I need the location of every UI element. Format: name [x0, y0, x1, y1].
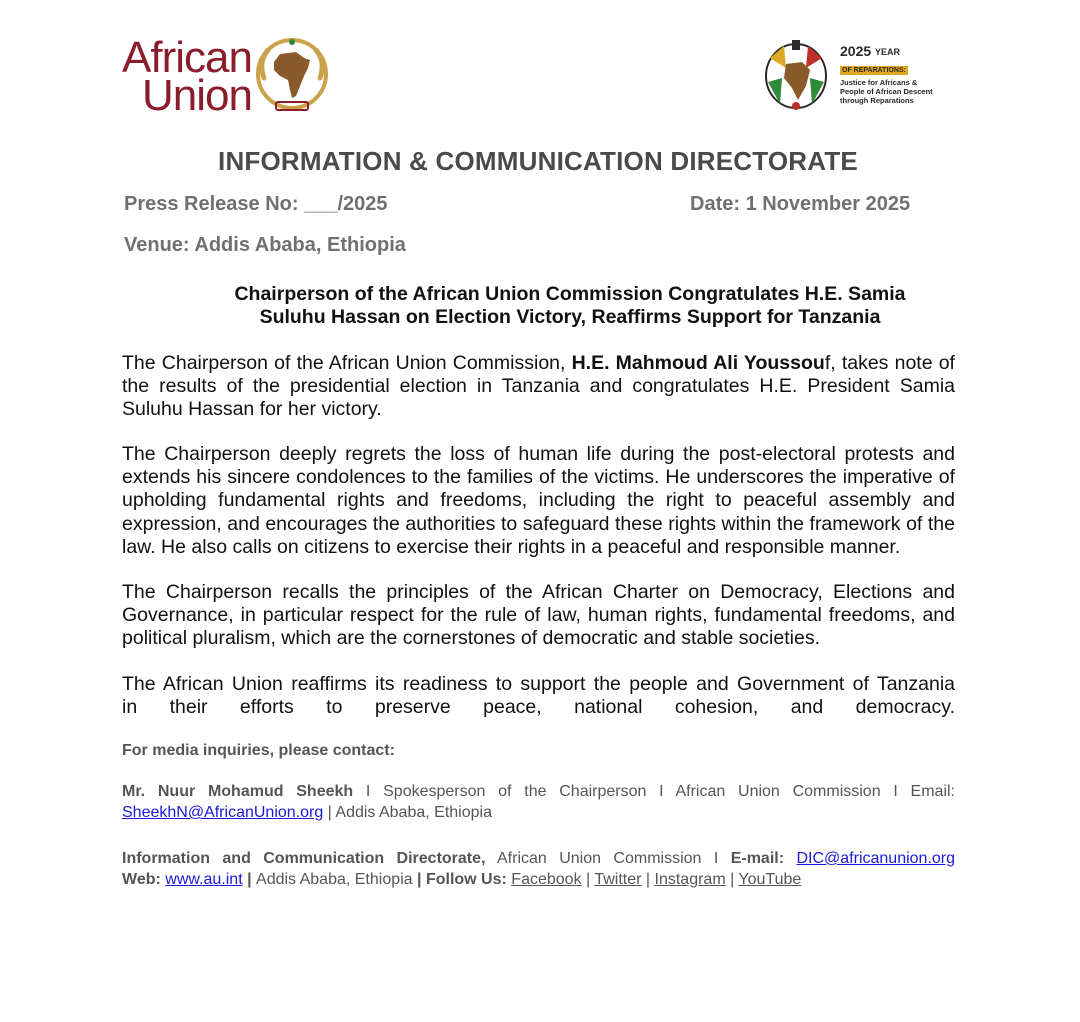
directorate-name: Information and Communication Directorate,: [122, 850, 486, 867]
separator: |: [412, 871, 426, 888]
email-label: E-mail:: [730, 850, 785, 867]
reparations-line-2: People of African Descent: [840, 87, 933, 96]
website-link[interactable]: www.au.int: [165, 871, 243, 888]
logo-word-union: Union: [142, 71, 252, 120]
directorate-location: Addis Ababa, Ethiopia: [256, 871, 413, 888]
youtube-link[interactable]: YouTube: [738, 871, 802, 888]
reparations-of: OF REPARATIONS:: [842, 67, 906, 74]
separator: |: [641, 871, 655, 888]
separator: |: [581, 871, 595, 888]
directorate-email-link[interactable]: DIC@africanunion.org: [796, 850, 956, 867]
title-line-2: Suluhu Hassan on Election Victory, Reaffirms Support for Tanzania: [259, 306, 881, 328]
p4-line-2: in their efforts to preserve peace, national cohesion, and democracy.: [122, 696, 955, 719]
year-of-reparations-logo: [758, 38, 958, 112]
p1-start: The Chairperson of the African Union Commission,: [122, 352, 572, 374]
reparations-year: 2025: [840, 43, 872, 59]
separator: |: [725, 871, 739, 888]
directorate-contact: [122, 848, 955, 890]
reparations-line-1: Justice for Africans &: [840, 78, 918, 87]
paragraph-4: [122, 673, 955, 719]
facebook-link[interactable]: Facebook: [511, 871, 582, 888]
spokesperson-name: Mr. Nuur Mohamud Sheekh: [122, 783, 354, 800]
reparations-caption: [840, 44, 958, 105]
media-inquiries-heading: For media inquiries, please contact:: [122, 742, 395, 759]
press-release-number: Press Release No: ___/2025: [124, 193, 388, 215]
spokesperson-contact: [122, 781, 955, 823]
paragraph-2: The Chairperson deeply regrets the loss of human life during the post-electoral protests and extends his sincere condolences to the families of the victims. He underscores the imperative of upholding fundamental rights and freedoms, including the right to peaceful assembly and expression, and encourages the authorities to safeguard these rights within the framework of the law. He also calls on citizens to exercise their rights in a peaceful and responsible manner.: [122, 443, 955, 558]
reparations-emblem-icon: [758, 38, 834, 112]
spokesperson-role: I Spokesperson of the Chairperson I African Union Commission I Email:: [353, 783, 956, 800]
venue: Venue: Addis Ababa, Ethiopia: [124, 234, 406, 256]
spokesperson-email-link[interactable]: SheekhN@AfricanUnion.org: [122, 804, 324, 821]
directorate-heading: INFORMATION & COMMUNICATION DIRECTORATE: [218, 146, 858, 176]
release-date: Date: 1 November 2025: [690, 193, 911, 215]
p1-rest: f, takes note of the results of the presidential election in Tanzania and congratulates H.E. President Samia Suluhu Hassan for her victory.: [122, 352, 955, 421]
logo-word-african: African: [122, 33, 252, 82]
chairperson-name: H.E. Mahmoud Ali Youssou: [571, 352, 825, 374]
p4-line-1: The African Union reaffirms its readiness to support the people and Government of Tanzania: [122, 673, 955, 695]
press-release-title: [200, 283, 940, 329]
paragraph-1: [122, 352, 955, 422]
au-emblem-icon: [250, 38, 334, 116]
african-union-logo: [122, 33, 342, 120]
follow-us-label: Follow Us:: [425, 871, 507, 888]
instagram-link[interactable]: Instagram: [654, 871, 726, 888]
separator: |: [242, 871, 257, 888]
web-label: Web:: [122, 871, 161, 888]
reparations-line-3: through Reparations: [840, 96, 914, 105]
twitter-link[interactable]: Twitter: [594, 871, 642, 888]
paragraph-3: The Chairperson recalls the principles of the African Charter on Democracy, Elections and Governance, in particular respect for the rule of law, human rights, fundamental freedoms, and political pluralism, which are the cornerstones of democratic and stable societies.: [122, 581, 955, 650]
spokesperson-location: | Addis Ababa, Ethiopia: [323, 804, 492, 821]
directorate-org: African Union Commission I: [485, 850, 731, 867]
reparations-year-word: YEAR: [875, 47, 901, 57]
title-line-1: Chairperson of the African Union Commission Congratulates H.E. Samia: [234, 283, 906, 305]
